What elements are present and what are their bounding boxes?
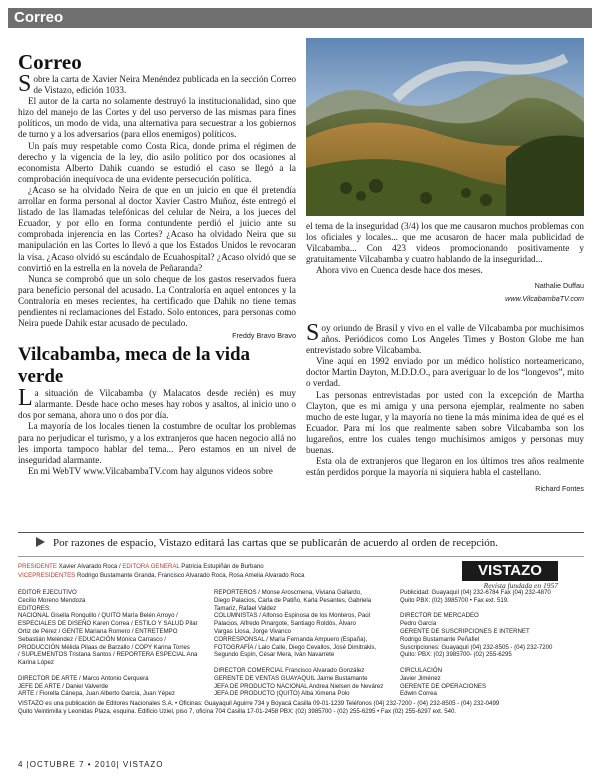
paragraph: La mayoría de los locales tienen la costumbre de ocultar los problemas para no perjudicar el turismo, y a los extranjeros que hacen negocio allá no les importa tampoco hablar del tema... Pero estamos en un nivel de inseguridad alarmante. xyxy=(18,421,296,465)
notice-text: Por razones de espacio, Vistazo editará las cartas que se publicarán de acuerdo al orden de recepción. xyxy=(53,537,499,549)
left-column xyxy=(18,50,296,477)
paragraph: ¿Acaso se ha olvidado Neira de que en un juicio en que él pretendía arrollar en forma personal al doctor Xavier Castro Muñoz, éste entregó el listado de las llamadas telefónicas del celular de Neira, a los jueces del Ecuador, y por ello en forma contundente perdió el juicio ante su comprobada injerencia en las Cortes? ¿Acaso ha olvidado Neira que su manipulación en las Cortes lo llevó a que los Estados Unidos le revocaran la visa. ¿Acaso olvidó su escándalo de Ecuahospital? ¿Acaso olvidó que se convirtió en la estrella en la novela de Peñaranda? xyxy=(18,184,296,273)
paragraph: El autor de la carta no solamente destruyó la institucionalidad, sino que hizo del manejo de las Cortes y del uso perverso de las mismas para fines políticos, un modo de vida, una alternativa para secuestrar a los gobiernos de turno y a los adversarios (para ellos enemigos) políticos. xyxy=(18,96,296,140)
paragraph: Nunca se comprobó que un solo cheque de los gastos reservados fuera para beneficio personal del acusado. La Contraloría en aquel entonces y la Contraloría en meses recientes, ha certificado que Dahik no tiene temas pendientes ni reclamaciones del Estado. Solo entonces, para personas como Neira puede Dahik estar acusado de peculado. xyxy=(18,273,296,329)
dropcap: S xyxy=(306,320,320,346)
vistazo-logo: VISTAZO xyxy=(462,561,558,581)
letter-heading: Correo xyxy=(18,50,82,74)
landscape-illustration xyxy=(306,38,584,216)
founded-text: Revista fundada en 1957 xyxy=(483,581,558,590)
paragraph: oy oriundo de Brasil y vivo en el valle de Vilcabamba por muchísimos años. Periódicos como Los Angeles Times y Boston Globe me han entrevistado sobre Vilcabamba. xyxy=(306,323,584,356)
publisher-info xyxy=(18,700,584,715)
publisher-line: Quito Veintimilla y Leonidas Plaza, esquina. Edificio Uziel, piso 7, oficina 704 Casilla 17-01-2458 PBX: (02) 3985700 - (02) 255-6295 • Fax (02) 255-6297 ext. 540. xyxy=(18,707,457,715)
letter-signature: Richard Fontes xyxy=(535,484,584,494)
space-notice xyxy=(18,532,584,553)
letter-body xyxy=(18,385,296,477)
letter-heading: Vilcabamba, meca de la vida verde xyxy=(18,344,251,388)
section-title: Correo xyxy=(14,9,64,26)
president-line: PRESIDENTE Xavier Alvarado Roca / EDITORA GENERAL Patricia Estupiñán de Burbano xyxy=(18,563,264,570)
letter-signature: Freddy Bravo Bravo xyxy=(232,331,296,341)
dropcap: S xyxy=(18,71,32,97)
page-footer: 4 |OCTUBRE 7 • 2010| VISTAZO xyxy=(18,760,164,769)
paragraph: el tema de la inseguridad (3/4) los que me causaron muchos problemas con los oficiales y locales... que me acusaron de hacer mala publicidad de Vilcabamba... Con 423 videos promocionando positivamente y gratuitamente Vilcabamba y cuatro hablando de la inseguridad... xyxy=(306,221,584,265)
paragraph: Un país muy respetable como Costa Rica, donde prima el régimen de derecho y la vigencia de la ley, dio asilo político por dos ocasiones al economista Alberto Dahik cuando se estudió el caso se llegó a la comprobación inequívoca de una evidente persecución política. xyxy=(18,140,296,184)
paragraph: Ahora vivo en Cuenca desde hace dos meses. xyxy=(316,265,483,276)
paragraph: Esta ola de extranjeros que llegaron en los últimos tres años realmente están perdidos porque la mayoría ni siquiera habla el castellano. xyxy=(306,456,584,478)
letter-signature: Nathalie Duffau xyxy=(534,281,584,291)
section-header-bar xyxy=(8,8,592,28)
vilcabamba-landscape-photo xyxy=(306,38,584,216)
staff-column-editorial: EDITOR EJECUTIVO Cecilio Moreno Mendoza EDITORES: NACIONAL Gisella Ronquillo / QUITO María Belén Arroyo / ESPECIALES DE DISEÑO Karen Correa / ESTILO Y SALUD Pilar Ortiz de Pérez / GENTE Mariana Romero / ENTRETEMPO Sebastián Meléndez / EDUCACIÓN Mónica Carrasco / PRODUCCIÓN Mélida Pilaas de Barzallo / COPY Karina Torres / SUPLEMENTOS Tristana Santos / REPORTERA ESPECIAL Ana Karina López DIRECTOR DE ARTE / Marco Antonio Cerquera JEFE DE ARTE / Daniel Valverde ARTE / Fiorella Cánepa, Juan Alberto García, Juan Yépez xyxy=(18,589,198,698)
paragraph: a situación de Vilcabamba (y Malacatos desde recién) es muy alarmante. Desde hace ocho meses hay robos y asaltos, al inicio uno o dos por semana, ahora uno o dos por día. xyxy=(18,388,296,421)
staff-column-business: Publicidad: Guayaquil (04) 232-6784 Fax (04) 232-4870 Quito PBX: (02) 3985700 • Fax ext. 519. DIRECTOR DE MERCADEO Pedro García GERENTE DE SUSCRIPCIONES E INTERNET Rodrigo Bustamante Peñafiel Suscripciones: Guayaquil (04) 232-8505 - (04) 232-7200 Quito: PBX: (02) 3985700- (02) 255-6295 CIRCULACIÓN Javier Jiménez GERENTE DE OPERACIONES Edwin Correa xyxy=(400,589,553,698)
arrow-icon xyxy=(36,537,45,547)
dropcap: L xyxy=(18,385,33,412)
paragraph: obre la carta de Xavier Neira Menéndez publicada en la sección Correo de Vistazo, edición 1033. xyxy=(33,74,296,96)
paragraph: Vine aquí en 1992 enviado por un médico holístico norteamericano, doctor Martin Dayton, M.D.D.O., para averiguar lo de los “longevos”, mito o verdad. xyxy=(306,356,584,389)
letter-continuation xyxy=(306,221,584,304)
masthead xyxy=(18,556,584,752)
paragraph: En mi WebTV www.VilcabambaTV.com hay algunos videos sobre xyxy=(28,465,273,476)
staff-column-reporters: REPORTEROS / Monse Aroscmena, Viviana Gallardo, Diego Palacios, Carla de Patiño, Karla Pesantes, Gabriela Tamariz, Rafael Valdez COLUMNISTAS / Alfonso Espinosa de los Monteros, Paúl Palacios, Alfredo Pinargote, Santiago Roldós, Álvaro Vargas Llosa, Jorge Vivanco CORRESPONSAL / María Fernanda Ampuero (España), FOTOGRAFÍA / Lalo Calle, Diego Cevallos, José Dimitrakis, Segundo Espín, César Mera, Iván Navarrete DIRECTOR COMERCIAL Francisco Alvarado González GERENTE DE VENTAS GUAYAQUIL Jaime Bustamante JEFA DE PRODUCTO NACIONAL Andrea Nielsen de Nevárez JEFA DE PRODUCTO (QUITO) Alba Ximena Polo xyxy=(214,589,384,698)
vicepresidents-line: VICEPRESIDENTES Rodrigo Bustamante Granda, Francisco Alvarado Roca, Rosa Amelia Alvarado Roca xyxy=(18,572,305,579)
website-text: www.VilcabambaTV.com xyxy=(505,293,584,303)
letter-third xyxy=(306,320,584,497)
publisher-line: VISTAZO es una publicación de Editores Nacionales S.A. • Oficinas: Guayaquil Aguirre 734 y Boyacá Casilla 09-01-1239 Teléfonos (04) 232-7200 - (04) 232-8505 - (04) 232-0499 xyxy=(18,700,500,707)
paragraph: Las personas entrevistadas por usted con la excepción de Martha Clayton, que es mi amiga y una persona ejemplar, realmente no saben mucho de este lugar, y la mayoría no tiene la más mínima idea de qué es el Ecuador. Para mí los que realmente saben sobre Vilcabamba son los lugareños, entre los cuales tengo muchísimos amigos y personas muy buenas. xyxy=(306,389,584,456)
letter-body xyxy=(18,71,296,329)
letter-body xyxy=(306,320,584,478)
